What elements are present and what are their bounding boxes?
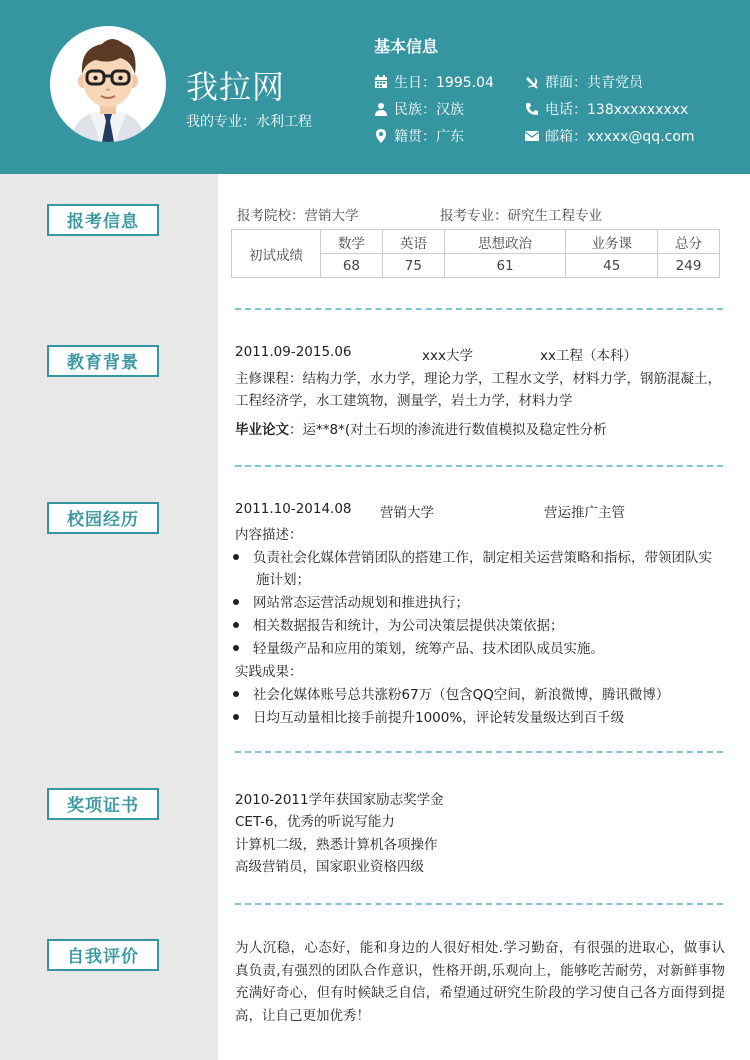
campus-result-label: 实践成果：	[235, 664, 303, 680]
section-label-self: 自我评价	[47, 939, 159, 971]
score-header: 思想政治	[444, 230, 566, 254]
campus-org: 营销大学	[380, 505, 434, 521]
list-item	[233, 546, 712, 566]
avatar	[50, 26, 166, 142]
thesis-text: ：运**8*(对土石坝的渗流进行数值模拟及稳定性分析	[289, 422, 607, 438]
phone-icon	[525, 102, 539, 116]
section-divider	[235, 903, 723, 905]
list-item-text: 负责社会化媒体营销团队的搭建工作，制定相关运营策略和指标，带领团队实	[253, 550, 712, 566]
section-divider	[235, 465, 723, 467]
header-banner	[0, 0, 750, 174]
score-header: 总分	[658, 230, 720, 254]
list-item-text: 网站常态运营活动规划和推进执行；	[253, 595, 469, 611]
section-label-education: 教育背景	[47, 345, 159, 377]
hometown-field	[374, 126, 464, 146]
score-value: 45	[566, 254, 658, 278]
edu-thesis	[235, 418, 607, 438]
award-item: 计算机二级，熟悉计算机各项操作	[235, 837, 438, 853]
person-icon	[374, 102, 388, 116]
candidate-name: 我拉网	[186, 68, 286, 106]
score-value: 75	[382, 254, 444, 278]
thesis-label: 毕业论文	[235, 422, 289, 438]
list-item	[233, 683, 669, 703]
candidate-major: 我的专业：水利工程	[186, 114, 312, 130]
list-item	[233, 591, 469, 611]
exam-school: 报考院校：营销大学	[237, 208, 359, 224]
score-value: 68	[321, 254, 383, 278]
campus-role: 营运推广主管	[544, 505, 625, 521]
list-item	[233, 637, 604, 657]
score-header: 业务课	[566, 230, 658, 254]
birthday-text: 生日：1995.04	[394, 75, 494, 91]
sidebar	[0, 174, 218, 1060]
edu-school: xxx大学	[422, 348, 473, 364]
score-header: 英语	[382, 230, 444, 254]
email-field	[525, 126, 695, 146]
phone-text: 电话：138xxxxxxxxx	[545, 102, 689, 118]
section-label-awards: 奖项证书	[47, 788, 159, 820]
score-value: 249	[658, 254, 720, 278]
list-item	[233, 614, 564, 634]
score-table	[231, 229, 720, 278]
list-item-text: 轻量级产品和应用的策划，统筹产品、技术团队成员实施。	[253, 641, 604, 657]
edu-period: 2011.09-2015.06	[235, 344, 352, 360]
envelope-icon	[525, 129, 539, 143]
score-row-label: 初试成绩	[232, 230, 321, 278]
section-divider	[235, 308, 723, 310]
list-item-text: 社会化媒体账号总共涨粉67万（包含QQ空间，新浪微博，腾讯微博）	[253, 687, 670, 703]
edu-courses-cont: 工程经济学，水工建筑物，测量学，岩土力学，材料力学	[235, 393, 573, 409]
list-item-cont: 施计划；	[256, 572, 310, 588]
cartoon-avatar-icon	[50, 26, 166, 142]
phone-field	[525, 99, 688, 119]
hammer-sickle-icon	[525, 75, 539, 89]
list-item-text: 相关数据报告和统计，为公司决策层提供决策依据；	[253, 618, 564, 634]
campus-period: 2011.10-2014.08	[235, 501, 352, 517]
edu-degree: xx工程（本科）	[540, 348, 637, 364]
basic-info-title: 基本信息	[374, 37, 439, 56]
score-header: 数学	[321, 230, 383, 254]
list-item	[233, 706, 624, 726]
section-label-exam: 报考信息	[47, 204, 159, 236]
award-item: 高级营销员，国家职业资格四级	[235, 859, 424, 875]
edu-courses: 主修课程：结构力学，水力学，理论力学，工程水文学，材料力学，钢筋混凝土，	[235, 371, 721, 387]
exam-major: 报考专业：研究生工程专业	[440, 208, 602, 224]
political-field	[525, 72, 643, 92]
section-label-campus: 校园经历	[47, 502, 159, 534]
self-evaluation-text: 为人沉稳，心态好，能和身边的人很好相处.学习勤奋，有很强的进取心，做事认真负责,有强烈的团队合作意识，性格开朗,乐观向上，能够吃苦耐劳，对新鲜事物充满好奇心，但有时候缺乏自信，希望通过研究生阶段的学习使自己各方面得到提高，让自己更加优秀！	[235, 940, 725, 1024]
location-pin-icon	[374, 129, 388, 143]
hometown-text: 籍贯：广东	[394, 129, 464, 145]
email-text: 邮箱：xxxxx@qq.com	[545, 129, 695, 145]
award-item: 2010-2011学年获国家励志奖学金	[235, 792, 444, 808]
award-item: CET-6，优秀的听说写能力	[235, 814, 395, 830]
ethnic-text: 民族：汉族	[394, 102, 464, 118]
campus-desc-label: 内容描述：	[235, 527, 303, 543]
ethnic-field	[374, 99, 464, 119]
calendar-icon	[374, 75, 388, 89]
score-value: 61	[444, 254, 566, 278]
political-text: 群面：共青党员	[545, 75, 643, 91]
birthday-field	[374, 72, 494, 92]
section-divider	[235, 751, 723, 753]
list-item-text: 日均互动量相比接手前提升1000%，评论转发量级达到百千级	[253, 710, 625, 726]
